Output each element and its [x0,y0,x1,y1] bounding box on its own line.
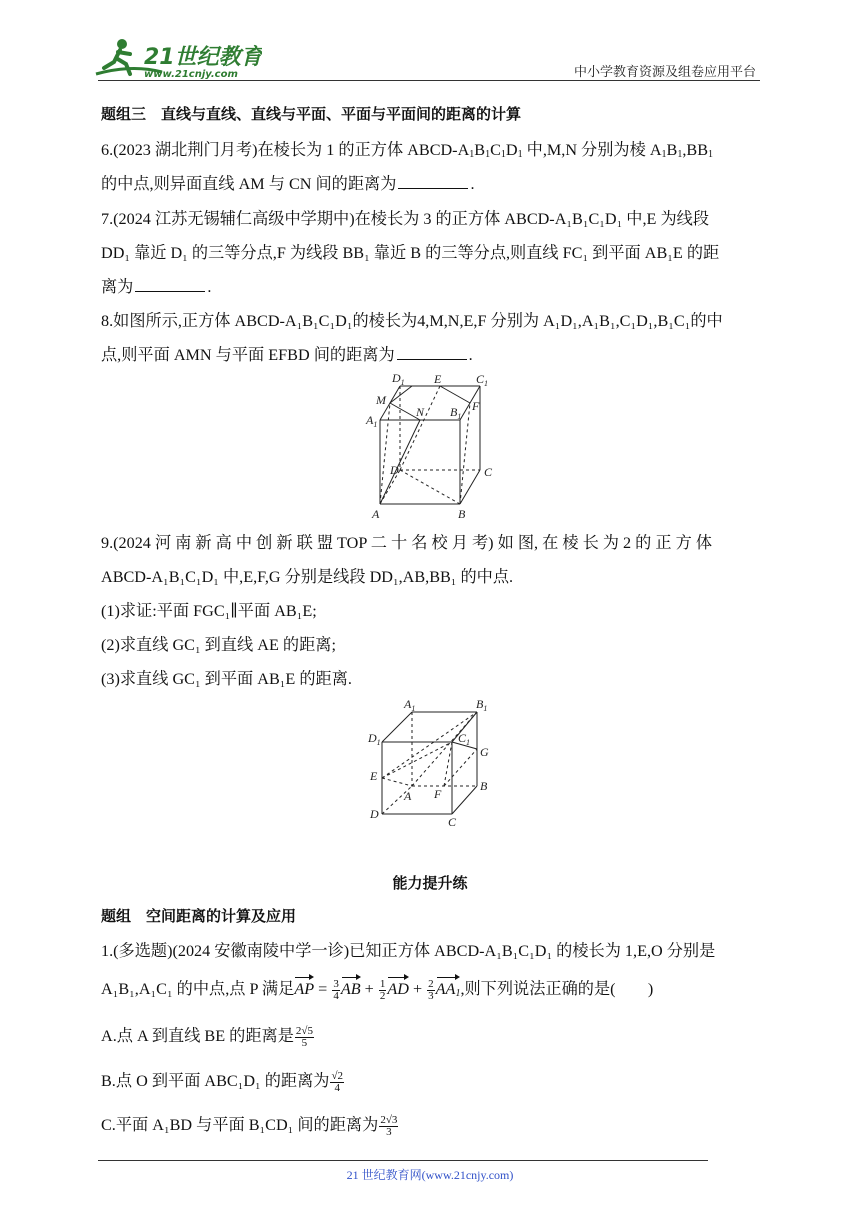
label-B: B [480,779,488,793]
section-title: 能力提升练 [392,874,468,892]
label-F: F [434,787,442,801]
footer-divider [98,1160,708,1161]
q9-part1: (1)求证:平面 FGC₁∥平面 AB₁E; [101,602,317,620]
label-N: N [416,405,425,419]
q6-line2: 的中点,则异面直线 AM 与 CN 间的距离为 . [101,175,475,193]
q7-line2: DD₁ 靠近 D₁ 的三等分点,F 为线段 BB₁ 靠近 B 的三等分点,则直线 FC₁ 到平面 AB₁E 的距 [101,244,720,262]
q7-line1: 7.(2024 江苏无锡辅仁高级中学期中)在棱长为 3 的正方体 ABCD-A₁B₁C₁D₁ 中,E 为线段 [101,210,710,228]
label-G: G [480,745,489,759]
footer-text: 21 世纪教育网(www.21cnjy.com) [346,1168,514,1182]
label-F: F [472,399,480,413]
site-logo [92,34,262,80]
label-A1: $A_1$ [366,413,378,429]
q6-line1: 6.(2023 湖北荆门月考)在棱长为 1 的正方体 ABCD-$A_1B_1C_1D_1$ 中,M,N 分别为棱 $A_1B_1,BB_1$ [101,141,714,160]
label-E: E [370,769,378,783]
label-C: C [484,465,493,479]
q8-line2: 点,则平面 AMN 与平面 EFBD 间的距离为 . [101,346,473,364]
q8-line1: 8.如图所示,正方体 ABCD-A₁B₁C₁D₁的棱长为4,M,N,E,F 分别为 A₁D₁,A₁B₁,C₁D₁,B₁C₁的中 [101,312,723,330]
label-M: M [376,393,386,407]
group-title: 题组 空间距离的计算及应用 [101,907,297,925]
label-A: A [404,789,412,803]
label-C1: $C_1$ [458,731,471,747]
answer-blank [397,345,467,360]
p1-line2: A₁B₁,A₁C₁ 的中点,点 P 满足AP = $\frac{3}{4}$ AB + $\frac{1}{2}$ AD + $\frac{2}{3}$ $AA_1$,则下列说法正确的是( ) [101,976,653,1004]
logo-url: www.21cnjy.com [144,69,238,80]
answer-blank [398,174,468,189]
q9-part2: (2)求直线 GC₁ 到直线 AE 的距离; [101,636,336,654]
q7-line3: 离为 . [101,278,212,296]
label-C: C [448,815,457,829]
q9-line2: ABCD-A₁B₁C₁D₁ 中,E,F,G 分别是线段 DD₁,AB,BB₁ 的中点. [101,568,514,586]
label-D: D [390,463,399,477]
label-A: A [372,507,380,521]
cube-figure-q9 [362,694,502,830]
label-B1: $B_1$ [476,697,488,713]
label-B1: $B_1$ [450,405,462,421]
label-B: B [458,507,466,521]
option-b: B.点 O 到平面 ABC₁D₁ 的距离为 $\frac{√2}{4}$ [101,1070,344,1094]
p1-line1: 1.(多选题)(2024 安徽南陵中学一诊)已知正方体 ABCD-A₁B₁C₁D₁ 的棱长为 1,E,O 分别是 [101,942,716,960]
platform-name: 中小学教育资源及组卷应用平台 [573,64,756,79]
label-E: E [434,372,442,386]
option-a: A.点 A 到直线 BE 的距离是 $\frac{2√5}{5}$ [101,1025,313,1049]
cube-figure-q8 [360,372,500,522]
q9-line1: 9.(2024 河 南 新 高 中 创 新 联 盟 TOP 二 十 名 校 月 考) 如 图, 在 棱 长 为 2 的 正 方 体 [101,534,713,552]
label-C1: $C_1$ [476,372,489,388]
option-c: C.平面 A₁BD 与平面 B₁CD₁ 间的距离为 $\frac{2√3}{3}$ [101,1114,398,1138]
label-D1: $D_1$ [392,372,405,387]
group3-title: 题组三 直线与直线、直线与平面、平面与平面间的距离的计算 [101,105,522,123]
answer-blank [135,277,205,292]
q9-part3: (3)求直线 GC₁ 到平面 AB₁E 的距离. [101,670,352,688]
label-D: D [370,807,379,821]
label-D1: $D_1$ [368,731,381,747]
logo-text: 21世纪教育 [144,45,262,70]
label-A1: $A_1$ [404,697,416,713]
header-divider [98,80,760,81]
